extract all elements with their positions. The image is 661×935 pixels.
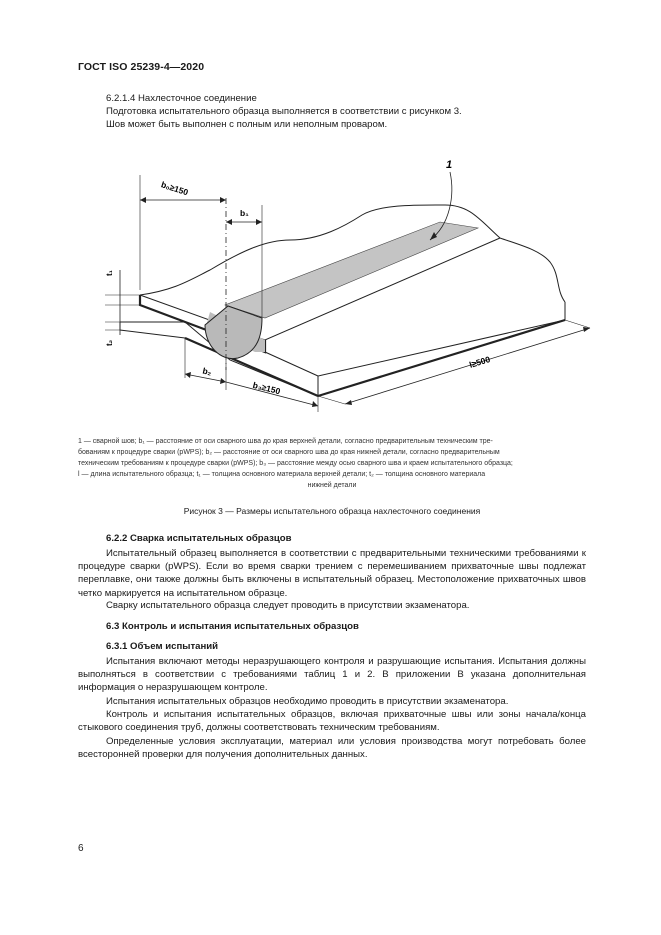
label-b1: b₁ <box>240 208 249 218</box>
page-number: 6 <box>78 843 84 854</box>
section-heading-6-2-1-4: 6.2.1.4 Нахлесточное соединение <box>106 93 257 104</box>
label-b2: b₂ <box>201 365 213 378</box>
s631-paragraph-1: Испытания включают методы неразрушающего контроля и разрушающие испытания. Испытания должны выполняться в соответствии с требованиями таблиц 1 и 2. В приложении В указана дополнительная информация о неразрушающем контроле. <box>78 656 586 694</box>
label-t2: t₂ <box>105 339 114 346</box>
s631-paragraph-2: Испытания испытательных образцов необходимо проводить в присутствии экзаменатора. <box>106 696 509 707</box>
intro-line-1: Подготовка испытательного образца выполняется в соответствии с рисунком 3. <box>106 106 462 117</box>
legend-line-4: l — длина испытательного образца; t₁ — толщина основного материала верхней детали; t₂ — толщина основного материала <box>78 471 486 478</box>
legend-line-5: нижней детали <box>307 482 357 489</box>
intro-line-2: Шов может быть выполнен с полным или неполным проваром. <box>106 119 388 130</box>
section-title-6-3-1: 6.3.1 Объем испытаний <box>106 641 219 652</box>
s622-paragraph-1: Испытательный образец выполняется в соответствии с предварительными техническими требованиями к процедуре сварки (pWPS). Если во время сварки трением с перемешиванием прихваточные швы подлежат переплавке, они также должны быть включены в испытательный образец. Местоположение прихваточных швов четко маркируется на испытательном образце. <box>78 548 586 599</box>
legend-line-1: 1 — сварной шов; b₁ — расстояние от оси сварного шва до края верхней детали, согласно предварительным техническим тре- <box>78 438 493 445</box>
legend-line-3: техническим требованиям к процедуре сварки (pWPS); b₃ — расстояние между осью сварного шва и краем испытательного образца; <box>78 460 513 467</box>
s631-paragraph-3: Контроль и испытания испытательных образцов, включая прихваточные швы или зоны начала/конца стыкового соединения труб, должны соответствовать техническим требованиям. <box>78 709 586 734</box>
lap-joint-figure <box>0 0 661 430</box>
s622-paragraph-2: Сварку испытательного образца следует проводить в присутствии экзаменатора. <box>106 600 470 611</box>
legend-line-2: бованиям к процедуре сварки (pWPS); b₂ — расстояние от оси сварного шва до края нижней детали, согласно предварительным <box>78 449 500 456</box>
label-b0: b₀≥150 <box>159 179 190 198</box>
section-title-6-3: 6.3 Контроль и испытания испытательных образцов <box>106 621 359 632</box>
section-title-6-2-2: 6.2.2 Сварка испытательных образцов <box>106 533 292 544</box>
document-header: ГОСТ ISO 25239-4—2020 <box>78 61 205 73</box>
s631-paragraph-4: Определенные условия эксплуатации, материал или условия производства могут потребовать более всесторонней проверки для получения дополнительных данных. <box>78 736 586 761</box>
callout-1: 1 <box>446 159 453 171</box>
label-b3: b₃≥150 <box>251 379 282 397</box>
figure-caption: Рисунок 3 — Размеры испытательного образца нахлесточного соединения <box>183 506 481 516</box>
label-l: l≥500 <box>468 354 492 370</box>
label-t1: t₁ <box>105 270 114 276</box>
